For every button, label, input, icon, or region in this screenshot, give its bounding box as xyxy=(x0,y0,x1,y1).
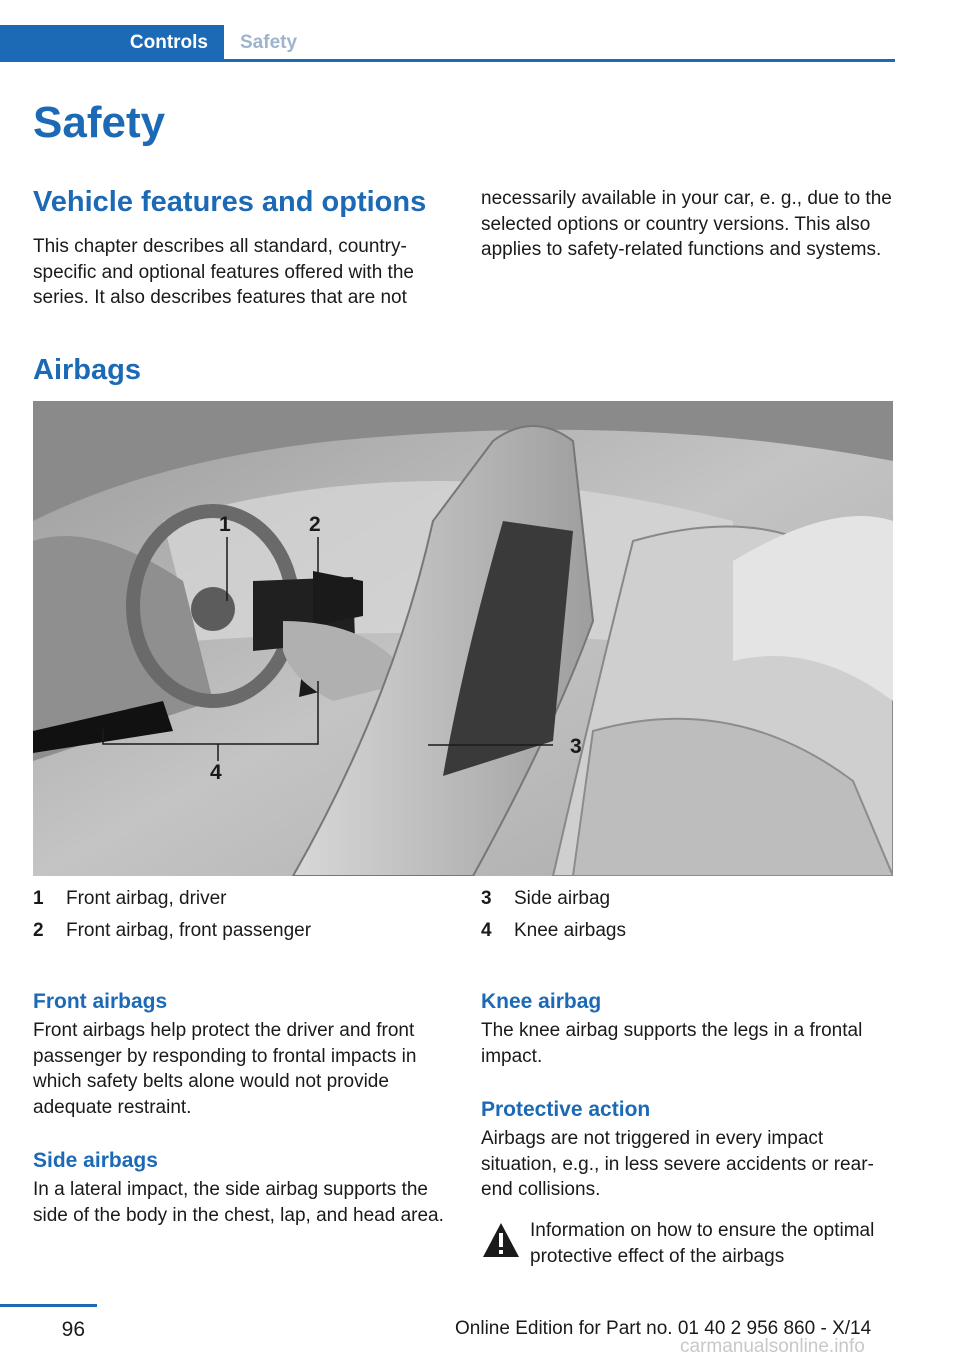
legend-item xyxy=(481,888,610,914)
legend-number: 1 xyxy=(33,888,44,909)
legend-item xyxy=(481,920,626,946)
tab-controls[interactable]: Controls xyxy=(0,25,224,60)
callout-1: 1 xyxy=(219,513,231,536)
legend-label: Side airbag xyxy=(514,888,611,909)
knee-airbag-text: The knee airbag supports the legs in a frontal impact. xyxy=(481,1020,863,1067)
page-number: 96 xyxy=(61,1318,85,1341)
side-airbags-text: In a lateral impact, the side airbag supports the side of the body in the chest, lap, and head area. xyxy=(33,1179,444,1226)
section-heading-airbags: Airbags xyxy=(33,354,141,386)
side-airbags-heading: Side airbags xyxy=(33,1149,158,1172)
warning-text: Information on how to ensure the optimal protective effect of the airbags xyxy=(530,1220,875,1267)
front-airbags-section xyxy=(33,990,445,1120)
side-airbags-section xyxy=(33,1149,445,1228)
warning-triangle-icon xyxy=(481,1219,521,1263)
intro-text-left: This chapter describes all standard, country-specific and optional features offered with the series. It also describes features that are not xyxy=(33,236,414,308)
knee-airbag-heading: Knee airbag xyxy=(481,990,602,1013)
legend-number: 3 xyxy=(481,888,492,909)
legend-number: 2 xyxy=(33,920,44,941)
callout-2: 2 xyxy=(309,513,321,536)
protective-action-text: Airbags are not triggered in every impact situation, e.g., in less severe accidents or rear-end collisions. xyxy=(481,1128,874,1200)
protective-action-section xyxy=(481,1098,893,1203)
callout-3: 3 xyxy=(570,735,582,758)
callout-4: 4 xyxy=(210,761,222,784)
airbag-illustration xyxy=(33,401,893,876)
footer-rule xyxy=(0,1304,97,1307)
legend-label: Front airbag, front passenger xyxy=(66,920,312,941)
front-airbags-text: Front airbags help protect the driver and front passenger by responding to frontal impacts in which safety belts alone would not provide adequate restraint. xyxy=(33,1020,417,1118)
legend-label: Knee airbags xyxy=(514,920,626,941)
legend-item xyxy=(33,888,227,914)
protective-action-heading: Protective action xyxy=(481,1098,651,1121)
car-interior-drawing xyxy=(33,401,893,876)
watermark: carmanualsonline.info xyxy=(680,1336,865,1357)
chapter-tabbar xyxy=(0,25,895,62)
page-title: Safety xyxy=(33,98,166,147)
legend-item xyxy=(33,920,311,946)
knee-airbag-section xyxy=(481,990,893,1069)
intro-text-right: necessarily available in your car, e. g., due to the selected options or country versions. This also applies to safety-related functions and systems. xyxy=(481,188,892,260)
legend-number: 4 xyxy=(481,920,492,941)
legend-label: Front airbag, driver xyxy=(66,888,227,909)
front-airbags-heading: Front airbags xyxy=(33,990,168,1013)
edition-info: Online Edition for Part no. 01 40 2 956 860 - X/14 xyxy=(455,1318,872,1339)
section-heading-vehicle-features: Vehicle features and options xyxy=(33,186,427,218)
tab-safety[interactable]: Safety xyxy=(240,31,298,53)
